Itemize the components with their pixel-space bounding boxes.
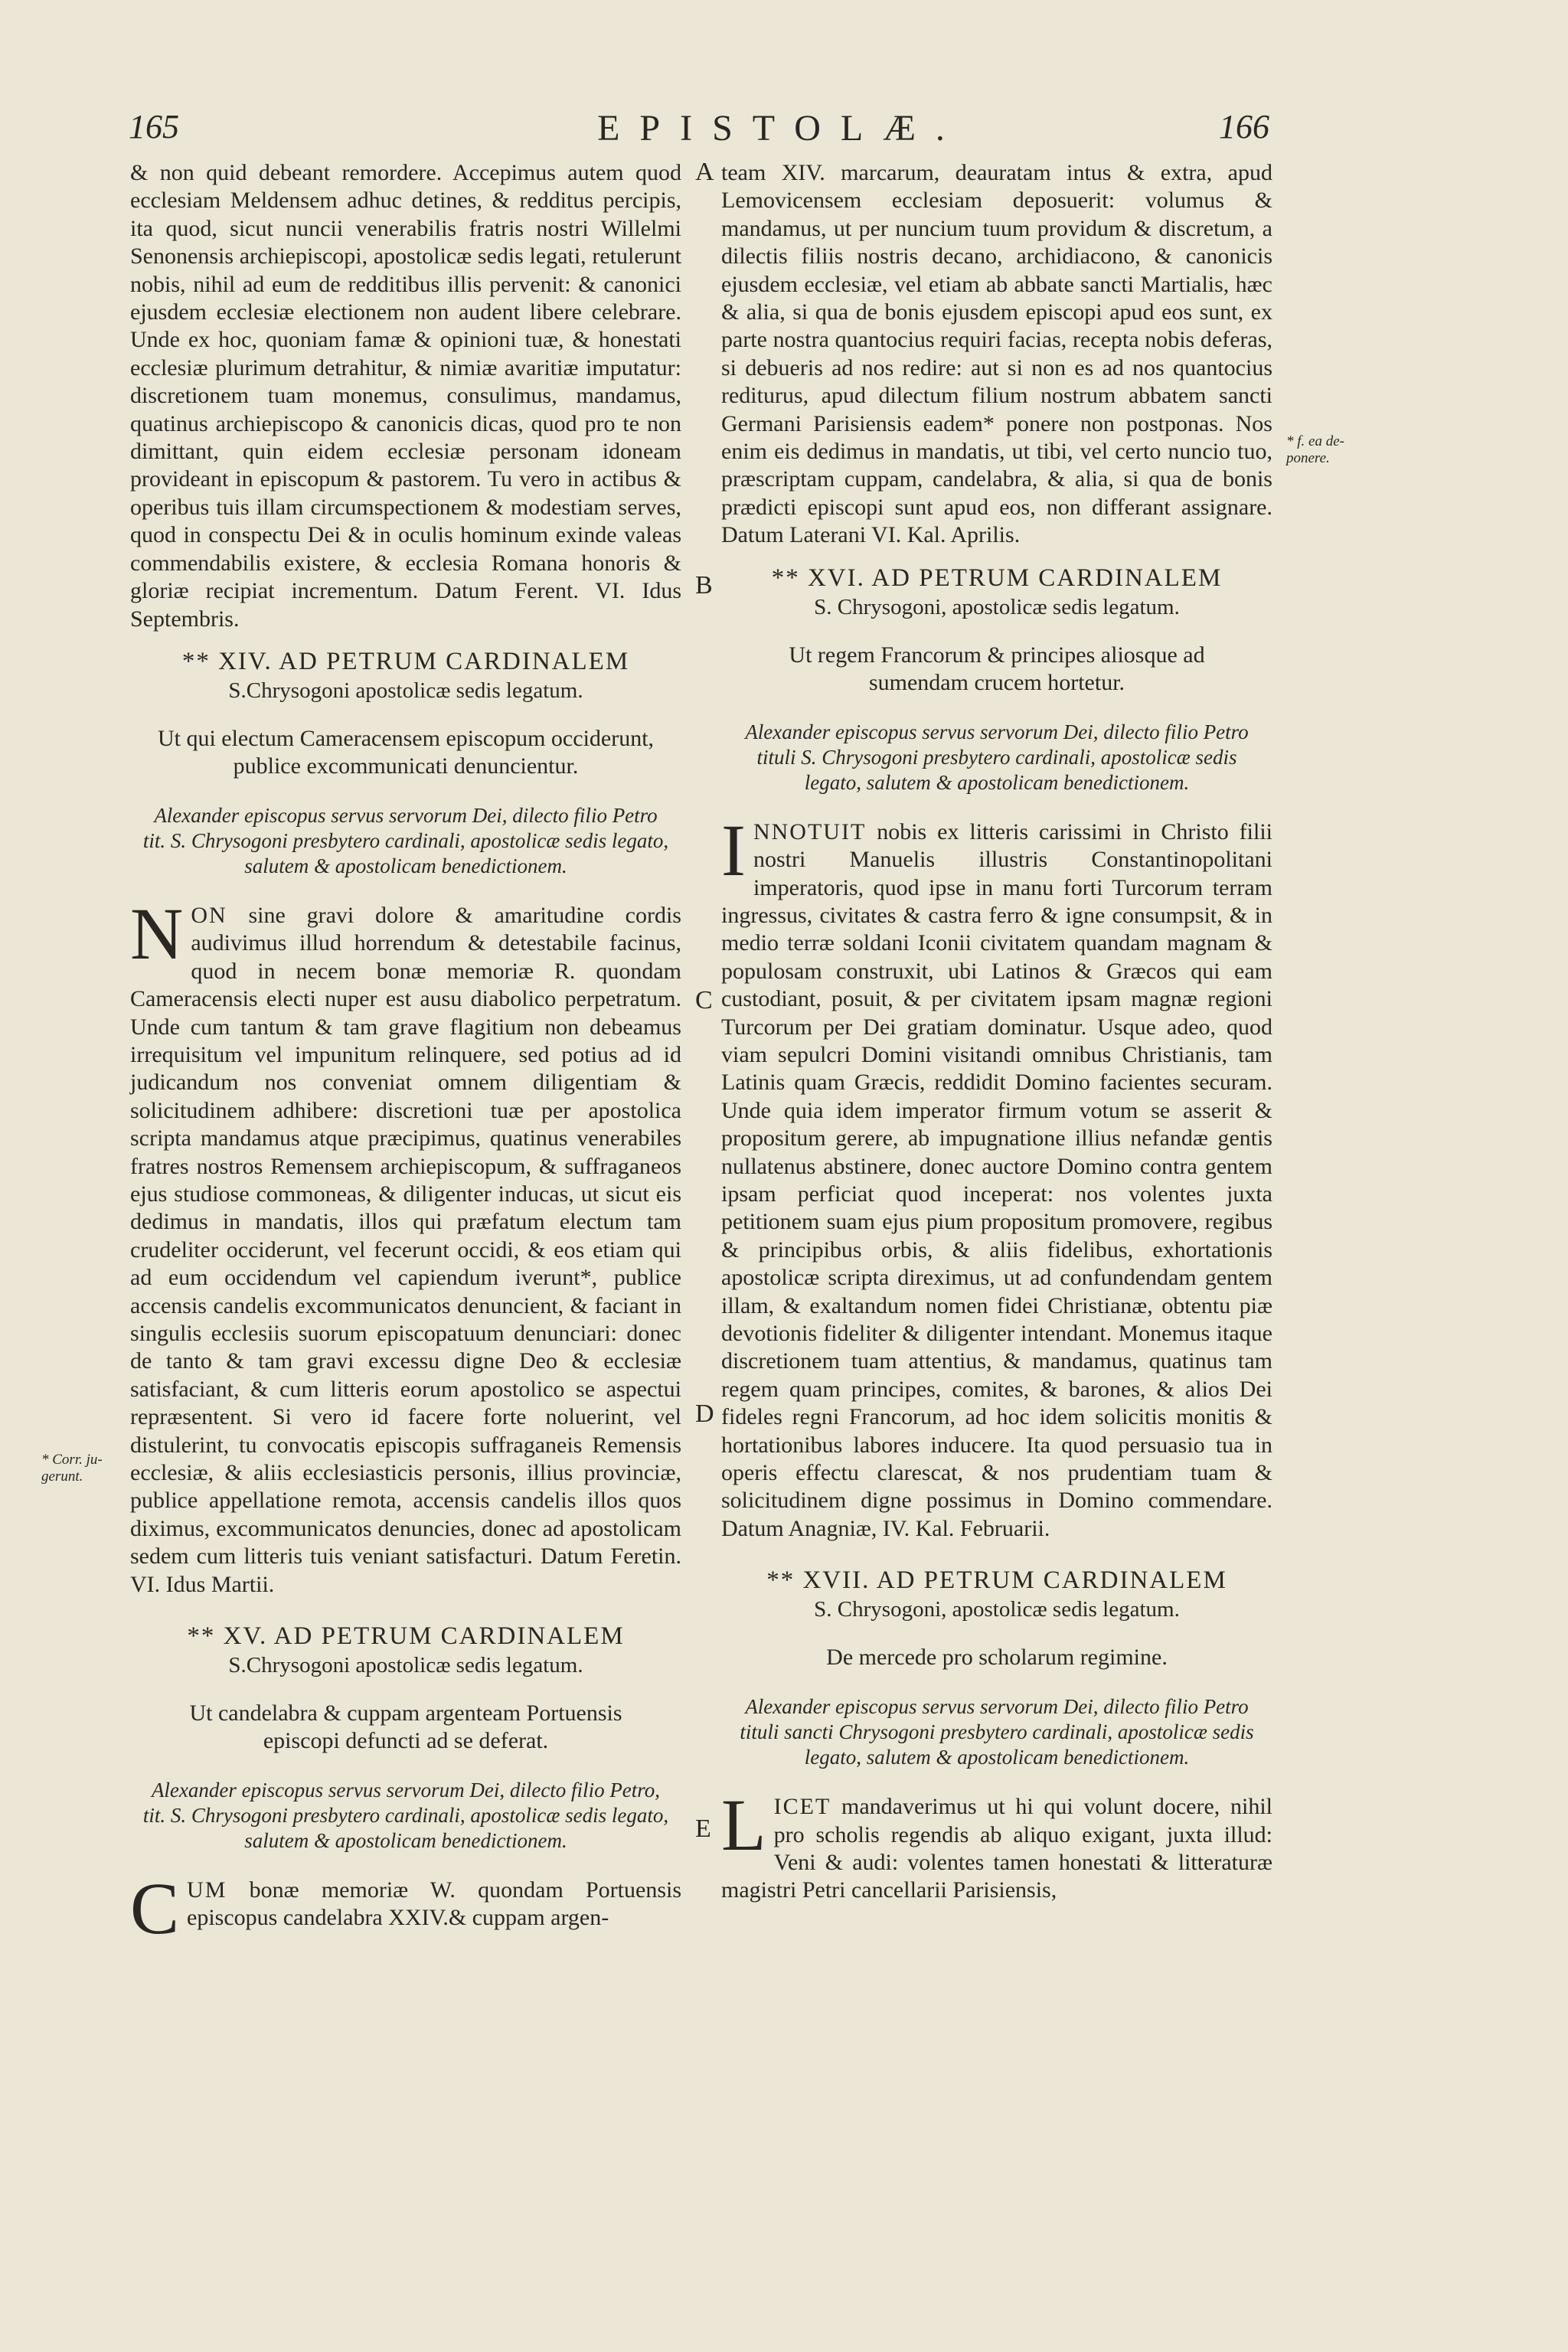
margin-note-left: * Corr. ju- gerunt.	[41, 1452, 103, 1485]
section-marker-d: D	[695, 1400, 714, 1428]
letter-body	[721, 1784, 1273, 1905]
letter-addressee: S.Chrysogoni apostolicæ sedis legatum.	[228, 678, 583, 703]
drop-cap: L	[721, 1784, 766, 1867]
drop-cap: I	[721, 808, 746, 891]
letter-salutation: Alexander episcopus servus servorum Dei, dilecto filio Petro tituli S. Chrysogoni presbytero cardinali, apostolicæ sedis legato, salutem & apostolicam benedictionem.	[745, 720, 1249, 794]
letter-body	[130, 892, 681, 1599]
drop-cap: N	[130, 892, 184, 975]
section-marker-c: C	[695, 986, 713, 1014]
margin-note-right: * f. ea de- ponere.	[1286, 433, 1344, 466]
letter-title: ** XVI. AD PETRUM CARDINALEM	[771, 564, 1223, 592]
body-text: mandaverimus ut hi qui volunt docere, nihil pro scholis regendis ab aliquo exigant, juxta illud: Veni & audi: volentes tamen honestati & litteraturæ magistri Petri cancellarii Parisiensis,	[721, 1794, 1273, 1903]
letter-heading	[130, 647, 681, 705]
section-marker-a: A	[695, 158, 714, 186]
letter-heading	[721, 1566, 1272, 1624]
letter-addressee: S.Chrysogoni apostolicæ sedis legatum.	[228, 1653, 583, 1678]
letter-salutation: Alexander episcopus servus servorum Dei, dilecto filio Petro, tit. S. Chrysogoni presbytero cardinali, apostolicæ sedis legato, salutem & apostolicam benedictionem.	[142, 1779, 669, 1853]
body-text: nobis ex litteris carissimi in Christo filii nostri Manuelis illustris Constantinopolitani imperatoris, quod ipse in manu forti Turcorum terram ingressus, civitates & castra ferro & igne consumpsit, & in medio terræ soldani Iconii civitatem quandam magnam & populosam construxit, ubi Latinos & Græcos qui eam custodiant, posuit, & per civitatem ipsam magnæ regioni Turcorum per Dei gratiam dominatur. Usque adeo, quod viam sepulcri Domini visitandi omnibus Christianis, tam Latinis quam Græcis, reddidit Domino facientes securam. Unde quia idem imperator firmum votum se asserit & propositum gerere, ab impugnatione illius nefandæ gentis nullatenus abstinere, donec auctore Domino contra gentem ipsam perficiat quod inceperat: nos volentes juxta petitionem suam ejus pium propositum promovere, regibus & principibus orbis, & aliis fidelibus, exhortationis apostolicæ scripta direximus, ut ad confundendam gentem illam, & exaltandum nomen fidei Christianæ, obtentu piæ devotionis fideliter & diligenter intendant. Monemus itaque discretionem tuam attentius, & mandamus, quatinus tam regem quam principes, comites, & barones, & alios Dei fideles regni Francorum, ad hoc idem solicitis monitis & hortationibus labores inducere. Ita quod persuasio tua in operis effectu clarescat, & nos prudentiam tuam & solicitudinem digne possimus in Domino commendare. Datum Anagniæ, IV. Kal. Februarii.	[721, 818, 1272, 1541]
right-column	[721, 159, 1272, 1905]
drop-cap: C	[130, 1867, 180, 1950]
letter-heading	[721, 564, 1272, 622]
left-column	[130, 159, 682, 1950]
letter-title: ** XV. AD PETRUM CARDINALEM	[187, 1622, 625, 1651]
letter-summary: Ut candelabra & cuppam argenteam Portuensis episcopi defuncti ad se deferat.	[189, 1700, 622, 1754]
body-text: bonæ memoriæ W. quondam Portuensis episcopus candelabra XXIV.& cuppam argen-	[187, 1877, 682, 1931]
first-word: ICET	[773, 1794, 831, 1820]
letter-addressee: S. Chrysogoni, apostolicæ sedis legatum.	[814, 1597, 1180, 1622]
letter-body	[130, 1867, 682, 1950]
continued-text: & non quid debeant remordere. Accepimus autem quod ecclesiam Meldensem adhuc detines, & redditus percipis, ita quod, sicut nuncii venerabilis fratris nostri Willelmi Senonensis archiepiscopi, apostolicæ sedis legati, retulerunt nobis, nihil ad eum de redditibus illis pervenit: & canonici ejusdem ecclesiæ electionem non audent libere celebrare. Unde ex hoc, quoniam famæ & opinioni tuæ, & honestati ecclesiæ plurimum detrahitur, & nimiæ avaritiæ imputatur: discretionem tuam monemus, consulimus, mandamus, quatinus archiepiscopo & canonicis dicas, quod pro te non dimittant, quin eidem ecclesiæ personam idoneam provideant in episcopum & pastorem. Tu vero in actibus & operibus tuis illam circumspectionem & modestiam serves, quod in conspectu Dei & in oculis hominum exinde valeas commendabilis existere, & ecclesia Romana honoris & gloriæ recipiat incrementum. Datum Ferent. VI. Idus Septembris.	[130, 160, 681, 632]
body-text: sine gravi dolore & amaritudine cordis audivimus illud horrendum & detestabile facinus, quod in necem bonæ memoriæ R. quondam Cameracensis electi nuper est ausu diabolico perpetratum. Unde cum tantum & tam grave flagitium non debeamus irrequisitum vel impunitum relinquere, sed potius ad id judicandum nos conveniat omnem diligentiam & solicitudinem adhibere: discretioni tuæ per apostolica scripta mandamus atque præcipimus, quatinus venerabiles fratres nostros Remensem archiepiscopum, & suffraganeos ejus studiose commoneas, & diligenter inducas, ut sicut eis dedimus in mandatis, illos qui præfatum electum tam crudeliter occiderunt, vel fecerunt occidi, & eos etiam qui ad eum occidendum vel capiendum iverunt*, publice accensis candelis excommunicatos denuncient, & faciant in singulis ecclesiis suorum episcopatuum denunciari: donec de tanto & tam gravi excessu digne Deo & ecclesiæ satisfaciant, & cum litteris eorum apostolico se aspectui repræsentent. Si vero id facere forte noluerint, vel distulerint, tu convocatis episcopis suffraganeis Remensis ecclesiæ, & aliis ecclesiasticis personis, illius provinciæ, publice appellatione remota, accensis candelis illos quos diximus, excommunicatos denuncies, donec ad apostolicam sedem cum litteris tuis veniant satisfacturi. Datum Feretin. VI. Idus Martii.	[130, 902, 681, 1597]
letter-summary: Ut regem Francorum & principes aliosque ad sumendam crucem hortetur.	[789, 642, 1205, 695]
letter-summary: De mercede pro scholarum regimine.	[826, 1645, 1168, 1671]
letter-body	[721, 808, 1272, 1544]
letter-salutation: Alexander episcopus servus servorum Dei, dilecto filio Petro tituli sancti Chrysogoni presbytero cardinali, apostolicæ sedis legato, salutem & apostolicam benedictionem.	[740, 1695, 1254, 1769]
letter-salutation: Alexander episcopus servus servorum Dei, dilecto filio Petro tit. S. Chrysogoni presbytero cardinali, apostolicæ sedis legato, salutem & apostolicam benedictionem.	[142, 803, 669, 877]
running-title: EPISTOLÆ.	[597, 108, 965, 149]
page-number-right: 166	[1219, 108, 1269, 145]
letter-heading	[130, 1622, 681, 1680]
letter-summary: Ut qui electum Cameracensem episcopum occiderunt, publice excommunicati denuncientur.	[157, 725, 655, 779]
page-number-left: 165	[129, 108, 179, 145]
section-marker-e: E	[695, 1815, 711, 1843]
first-word: NNOTUIT	[753, 818, 867, 844]
letter-addressee: S. Chrysogoni, apostolicæ sedis legatum.	[814, 594, 1180, 619]
continued-text: team XIV. marcarum, deauratam intus & extra, apud Lemovicensem ecclesiam deposuerit: volumus & mandamus, ut per nuncium tuum providum & discretum, a dilectis filiis nostris decano, archidiacono, & canonicis ejusdem ecclesiæ, vel etiam ab abbate sancti Martialis, hæc & alia, si qua de bonis ejusdem episcopi apud eos sunt, ex parte nostra quantocius requiri facias, recepta nobis deferas, si debueris ad nos redire: aut si non es ad nos quantocius rediturus, apud dilectum filium nostrum abbatem sancti Germani Parisiensis eadem* ponere non postponas. Nos enim eis dedimus in mandatis, ut tibi, vel certo nuncio tuo, præscriptam cuppam, candelabra, & alia, si qua de bonis prædicti episcopi sunt apud eos, non differant assignare. Datum Laterani VI. Kal. Aprilis.	[721, 160, 1272, 548]
letter-title: ** XVII. AD PETRUM CARDINALEM	[766, 1566, 1227, 1595]
first-word: ON	[191, 902, 227, 928]
letter-title: ** XIV. AD PETRUM CARDINALEM	[181, 647, 630, 675]
first-word: UM	[187, 1877, 227, 1903]
section-marker-b: B	[695, 571, 713, 599]
